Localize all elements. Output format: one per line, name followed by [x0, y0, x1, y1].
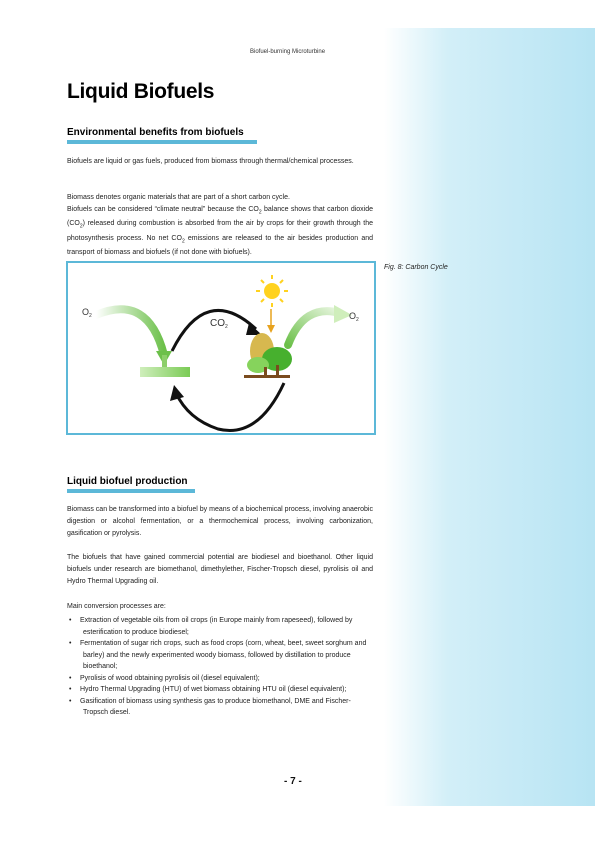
o2-output-arrow — [288, 311, 340, 345]
factory-base — [140, 367, 190, 377]
text-run: Biofuels can be considered “climate neutral” because the CO — [67, 206, 259, 213]
page-title: Liquid Biofuels — [67, 80, 215, 103]
o2-left-text: O — [82, 307, 90, 317]
subscript: 2 — [258, 209, 262, 216]
paragraph-biofuels-definition: Biofuels are liquid or gas fuels, produced from biomass through thermal/chemical processes. — [67, 158, 354, 165]
o2-right-subscript: 2 — [356, 317, 359, 323]
co2-release-arrowhead — [246, 323, 262, 335]
carbon-cycle-diagram — [68, 263, 374, 433]
paragraph-biofuel-transformation: Biomass can be transformed into a biofuel by means of a biochemical process, involving anaerobic digestion or alcohol fermentation, or a thermochemical process, involving carbonization, gasification or pyrolysis. — [67, 506, 373, 537]
tree-icon — [244, 333, 292, 378]
text-line: Biomass denotes organic materials that are part of a short carbon cycle. — [67, 194, 290, 201]
co2-subscript: 2 — [225, 324, 228, 330]
figure-caption: Fig. 8: Carbon Cycle — [384, 264, 448, 271]
bullet-icon: • — [69, 674, 72, 682]
section-underline — [67, 489, 195, 493]
sun-icon — [256, 275, 288, 307]
bullet-icon: • — [69, 617, 72, 624]
list-item-text: Hydro Thermal Upgrading (HTU) of wet biomass obtaining HTU oil (diesel equivalent); — [80, 686, 347, 693]
list-intro: Main conversion processes are: — [67, 603, 166, 610]
text-run: balance shows that carbon dioxide (CO — [67, 206, 373, 228]
co2-label — [210, 318, 228, 330]
text-run: emissions are released to the air besides production and transport of biomass and biofuels (if not done with biofuels). — [67, 234, 373, 257]
section-underline — [67, 140, 257, 144]
o2-right-label — [349, 311, 359, 323]
sunlight-arrowhead — [267, 325, 275, 333]
conversion-process-list — [67, 615, 367, 719]
o2-left-label — [82, 307, 92, 319]
list-item-text: Fermentation of sugar rich crops, such as food crops (corn, wheat, beet, sweet sorghum and barley) and the newly experimented woody biomass, followed by distillation to produce bioethanol; — [80, 640, 367, 670]
co2-text: CO — [210, 318, 225, 329]
co2-release-arrow — [172, 310, 256, 351]
o2-right-text: O — [349, 311, 357, 321]
list-item — [67, 696, 367, 719]
bullet-icon: • — [69, 697, 72, 705]
carbon-cycle-figure — [66, 261, 376, 435]
biomass-return-arrowhead — [170, 385, 184, 401]
bullet-icon: • — [69, 686, 72, 693]
paragraph-biomass-carbon-cycle — [67, 192, 373, 259]
list-item-text: Extraction of vegetable oils from oil crops (in Europe mainly from rapeseed), followed by esterification to produce biodiesel; — [80, 617, 353, 636]
list-item — [67, 673, 367, 685]
paragraph-commercial-biofuels: The biofuels that have gained commercial potential are biodiesel and bioethanol. Other liquid biofuels under research are biomethanol, dimethylether, Fischer-Tropsch diesel, pyrolisis oil and Hydro Thermal Upgrading oil. — [67, 554, 373, 585]
biomass-return-arrow — [176, 383, 284, 431]
bullet-icon: • — [69, 640, 72, 647]
subscript: 2 — [79, 223, 83, 230]
page-number: - 7 - — [284, 776, 302, 787]
decorative-sidebar-gradient — [384, 28, 595, 806]
list-item — [67, 615, 367, 638]
list-item — [67, 638, 367, 673]
factory-chimney — [162, 355, 167, 367]
o2-left-subscript: 2 — [89, 313, 92, 319]
list-item-text: Pyrolisis of wood obtaining pyrolisis oil (diesel equivalent); — [80, 674, 260, 682]
section-heading-environmental-benefits: Environmental benefits from biofuels — [67, 127, 244, 138]
subscript: 2 — [181, 238, 185, 245]
section-heading-liquid-biofuel-production: Liquid biofuel production — [67, 476, 188, 487]
running-header: Biofuel-burning Microturbine — [250, 49, 326, 55]
list-item — [67, 684, 367, 696]
list-item-text: Gasification of biomass using synthesis gas to produce biomethanol, DME and Fischer-Tropsch diesel. — [80, 697, 351, 716]
o2-intake-arrow — [96, 309, 164, 355]
text-run: ) released during combustion is absorbed from the air by crops for their growth through the photosynthesis process. No net CO — [67, 220, 373, 242]
